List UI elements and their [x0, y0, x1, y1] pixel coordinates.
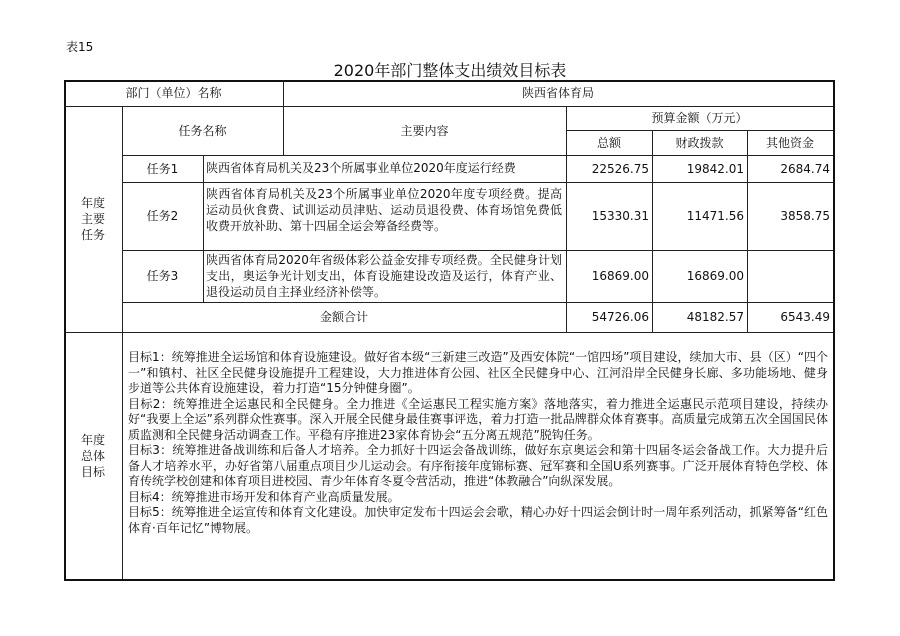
task-total: 15330.31 [591, 209, 649, 223]
grid-line [64, 332, 833, 333]
task-fiscal: 11471.56 [686, 209, 744, 223]
label-line: 目标 [80, 464, 105, 479]
task-fiscal: 19842.01 [686, 161, 744, 176]
label-line: 年度 [80, 196, 105, 210]
task-total: 22526.75 [591, 161, 649, 176]
overall-goals-label [64, 332, 122, 579]
goal-item: 目标2：统筹推进全运惠民和全民健身。全力推进《全运惠民工程实施方案》落地落实，着力推进全运惠民示范项目建设，持续办好“我要上全运”系列群众性赛事。深入开展全民健身最佳赛事评选，着力打造一批品牌群众体育赛事。高质量完成第五次全国国民体质监测和全民健身活动调查工作。平稳有序推进23家体育协会“五分离五规范”脱钩任务。 [128, 396, 828, 442]
sum-fiscal: 48182.57 [686, 310, 744, 324]
task-total: 16869.00 [591, 269, 649, 283]
header-task-name: 任务名称 [178, 123, 227, 138]
goals-list [128, 350, 828, 536]
task-name: 任务2 [146, 209, 179, 223]
task-name: 任务1 [146, 161, 179, 176]
header-budget: 预算金额（万元） [651, 111, 748, 125]
task-other [747, 250, 833, 302]
sum-total: 54726.06 [591, 310, 649, 324]
label-line: 年度 [80, 432, 105, 447]
annual-tasks-label [64, 106, 122, 332]
header-main-content: 主要内容 [400, 123, 449, 138]
header-total: 总额 [596, 135, 621, 150]
task-content: 陕西省体育局机关及23个所属事业单位2020年度专项经费。提高运动员伙食费、试训运动员津贴、运动员退役费、体育场馆免费低收费开放补助、第十四届全运会筹备经费等。 [206, 187, 562, 233]
header-fiscal: 财政拨款 [675, 135, 724, 150]
task-name: 任务3 [146, 269, 179, 283]
task-content: 陕西省体育局2020年省级体彩公益金安排专项经费。全民健身计划支出，奥运争光计划支出，体育设施建设改造及运行，体育产业、退役运动员自主择业经济补偿等。 [206, 253, 562, 299]
table-number: 表15 [66, 40, 94, 54]
goal-item: 目标5：统筹推进全运宣传和体育文化建设。加快审定发布十四运会会歌，精心办好十四运会倒计时一周年系列活动，抓紧筹备“红色体育·百年记忆”博物展。 [128, 505, 828, 535]
grid-line [203, 155, 204, 302]
goal-item: 目标1：统筹推进全运场馆和体育设施建设。做好省本级“三新建三改造”及西安体院“一馆四场”项目建设，续加大市、县（区）“四个一”和镇村、社区全民健身设施提升工程建设，大力推进体育公园、社区全民健身中心、江河沿岸全民健身长廊、多功能场地、健身步道等公共体育设施建设，着力打造“15分钟健身圈”。 [128, 350, 828, 395]
dept-value: 陕西省体育局 [521, 86, 594, 100]
label-line: 任务 [80, 228, 105, 242]
sum-label: 金额合计 [319, 310, 368, 324]
goal-item: 目标4：统筹推进市场开发和体育产业高质量发展。 [128, 489, 400, 504]
task-content: 陕西省体育局机关及23个所属事业单位2020年度运行经费 [206, 161, 516, 175]
sum-other: 6543.49 [780, 310, 830, 324]
header-other: 其他资金 [765, 135, 814, 150]
performance-table [64, 80, 833, 579]
task-other: 3858.75 [780, 209, 830, 223]
task-fiscal: 16869.00 [686, 269, 744, 283]
goal-item: 目标3：统筹推进备战训练和后备人才培养。全力抓好十四运会备战训练，做好东京奥运会和第十四届冬运会备战工作。大力提升后备人才培养水平，办好省第八届重点项目少儿运动会。有序衔接年度锦标赛、冠军赛和全国U系列赛事。广泛开展体育特色学校、体育传统学校创建和体育项目进校园、青少年体育冬夏令营活动，推进“体教融合”向纵深发展。 [128, 443, 828, 488]
task-other: 2684.74 [780, 161, 830, 176]
label-line: 总体 [80, 448, 105, 463]
label-line: 主要 [80, 212, 105, 226]
dept-label: 部门（单位）名称 [125, 86, 222, 100]
page-title: 2020年部门整体支出绩效目标表 [333, 61, 567, 80]
